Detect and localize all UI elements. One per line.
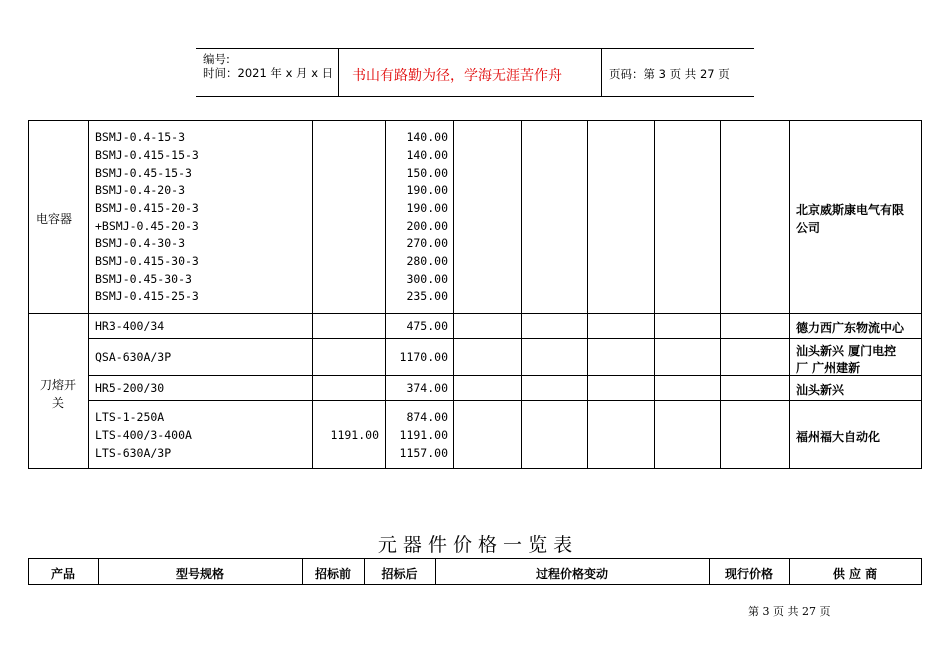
table-title: 元 器 件 价 格 一 览 表 xyxy=(377,534,573,556)
supplier-name: 福州福大自动化 xyxy=(796,430,881,444)
price-after: 140.00 xyxy=(406,130,448,144)
model-spec: BSMJ-0.4-20-3 xyxy=(95,183,186,197)
supplier-name: 汕头新兴 厦门电控 xyxy=(796,344,897,358)
price-after: 140.00 xyxy=(406,148,448,162)
model-spec: BSMJ-0.45-30-3 xyxy=(95,272,192,286)
header-number-label: 编号: xyxy=(203,52,230,66)
column-header-price-change: 过程价格变动 xyxy=(535,567,608,581)
column-header-product: 产品 xyxy=(50,567,75,581)
model-spec: LTS-400/3-400A xyxy=(95,428,192,442)
price-after: 1191.00 xyxy=(399,428,448,442)
price-after: 1157.00 xyxy=(399,446,448,460)
model-spec: BSMJ-0.415-25-3 xyxy=(95,289,199,303)
supplier-name: 厂 广州建新 xyxy=(796,361,861,375)
model-spec: HR5-200/30 xyxy=(95,381,165,395)
model-spec: BSMJ-0.415-30-3 xyxy=(95,254,199,268)
header-time-label: 时间：2021 年 x 月 x 日 xyxy=(203,66,334,80)
model-spec: HR3-400/34 xyxy=(95,319,165,333)
product-name: 刀熔开 xyxy=(40,378,77,392)
col-border xyxy=(453,120,454,469)
model-spec: LTS-630A/3P xyxy=(95,446,172,460)
row-divider xyxy=(88,400,922,401)
table-top-border xyxy=(28,120,922,121)
header-row-bottom xyxy=(28,584,922,585)
model-spec: QSA-630A/3P xyxy=(95,350,172,364)
col-border xyxy=(28,120,29,469)
col-border xyxy=(587,120,588,469)
column-header-current-price: 现行价格 xyxy=(724,567,773,581)
price-after: 200.00 xyxy=(406,219,448,233)
product-name: 关 xyxy=(52,396,65,410)
supplier-name: 公司 xyxy=(796,221,821,235)
group-divider xyxy=(28,313,922,314)
price-after: 874.00 xyxy=(406,410,448,424)
column-header-supplier: 供 应 商 xyxy=(832,567,878,581)
model-spec: +BSMJ-0.45-20-3 xyxy=(95,219,199,233)
header-page-info: 页码：第 3 页 共 27 页 xyxy=(609,67,730,81)
supplier-name: 德力西广东物流中心 xyxy=(796,321,905,335)
price-after: 150.00 xyxy=(406,166,448,180)
column-header-price-after: 招标后 xyxy=(381,567,418,581)
price-after: 190.00 xyxy=(406,201,448,215)
price-after: 374.00 xyxy=(406,381,448,395)
table-bottom-border xyxy=(28,468,922,469)
price-after: 235.00 xyxy=(406,289,448,303)
model-spec: BSMJ-0.4-15-3 xyxy=(95,130,186,144)
model-spec: BSMJ-0.4-30-3 xyxy=(95,236,186,250)
col-border xyxy=(88,120,89,469)
header-top-border xyxy=(196,48,754,49)
header-divider-left xyxy=(338,48,339,97)
header-divider-right xyxy=(601,48,602,97)
col-border xyxy=(312,120,313,469)
price-after: 270.00 xyxy=(406,236,448,250)
row-divider xyxy=(88,338,922,339)
header-row-top xyxy=(28,558,922,559)
price-after: 475.00 xyxy=(406,319,448,333)
model-spec: BSMJ-0.415-15-3 xyxy=(95,148,199,162)
col-border xyxy=(921,558,922,585)
header-bottom-border xyxy=(196,96,754,97)
supplier-name: 北京威斯康电气有限 xyxy=(796,203,905,217)
column-header-price-before: 招标前 xyxy=(314,567,351,581)
header-motto: 书山有路勤为径，学海无涯苦作舟 xyxy=(352,68,562,84)
price-after: 1170.00 xyxy=(399,350,448,364)
price-after: 300.00 xyxy=(406,272,448,286)
col-border xyxy=(789,120,790,469)
col-border xyxy=(720,120,721,469)
price-after: 190.00 xyxy=(406,183,448,197)
supplier-name: 汕头新兴 xyxy=(796,383,845,397)
page-footer: 第 3 页 共 27 页 xyxy=(748,605,831,618)
column-header-model: 型号规格 xyxy=(175,567,224,581)
price-before: 1191.00 xyxy=(330,428,379,442)
model-spec: BSMJ-0.415-20-3 xyxy=(95,201,199,215)
product-name: 电容器 xyxy=(36,212,73,226)
col-border xyxy=(921,120,922,469)
model-spec: BSMJ-0.45-15-3 xyxy=(95,166,192,180)
price-after: 280.00 xyxy=(406,254,448,268)
model-spec: LTS-1-250A xyxy=(95,410,165,424)
col-border xyxy=(654,120,655,469)
col-border xyxy=(521,120,522,469)
